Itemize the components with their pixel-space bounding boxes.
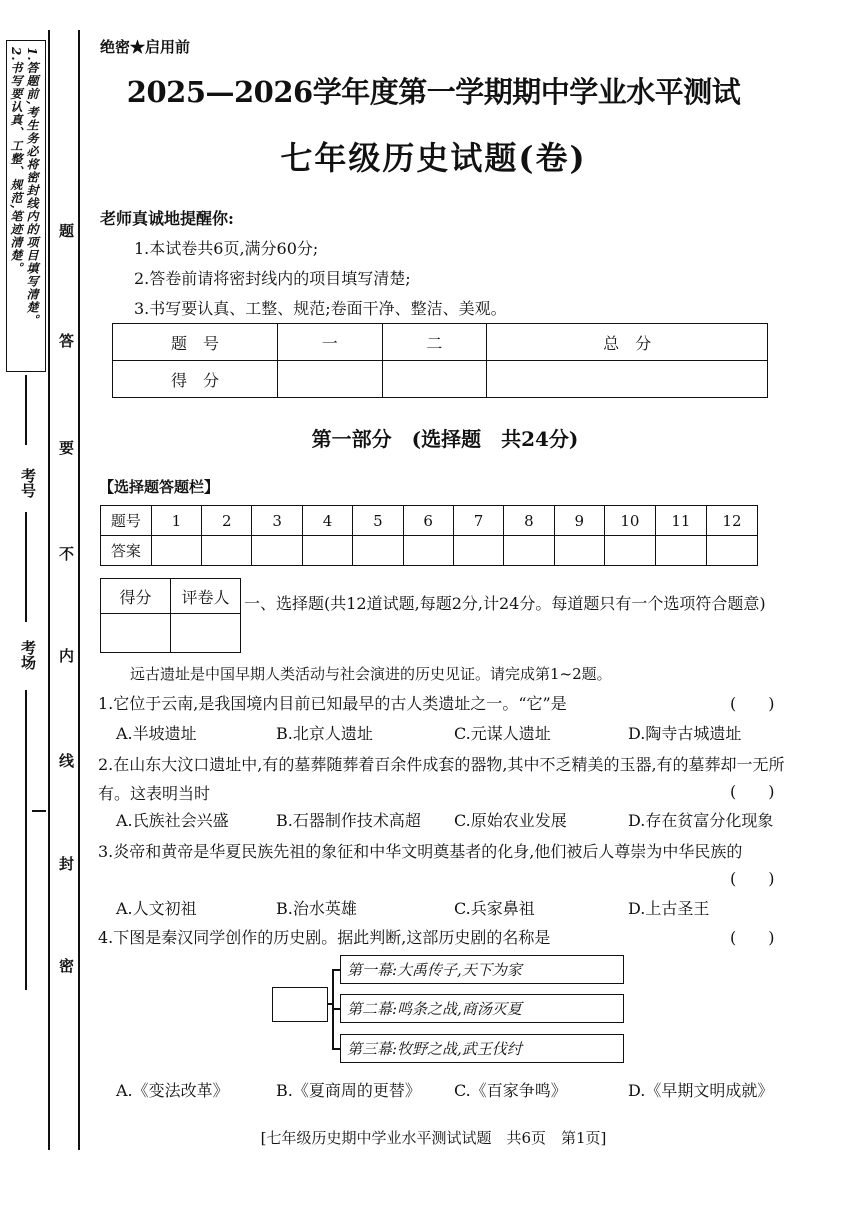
drama-act: 第一幕:大禹传子,天下为家 [340,955,624,984]
answer-input-cell[interactable] [252,536,302,566]
answer-number-cell: 5 [353,506,403,536]
answer-paren[interactable]: ( ) [730,782,775,801]
reminder-item: 3.书写要认真、工整、规范;卷面干净、整洁、美观。 [134,299,507,318]
question-stem: 2.在山东大汶口遗址中,有的墓葬随葬着百余件成套的器物,其中不乏精美的玉器,有的墓葬却一无所有。这表明当时 [98,755,785,803]
seal-char: 封 [59,855,75,873]
exam-number-label: 考号 [19,468,37,498]
score-table-header: 总 分 [487,324,768,361]
option[interactable]: A.人文初祖 [116,899,197,918]
exam-site-label: 考场 [19,640,37,670]
seal-char: 不 [59,545,75,563]
option[interactable]: B.《夏商周的更替》 [276,1081,421,1100]
answer-number-cell: 11 [655,506,706,536]
binding-tick [32,810,46,812]
grader-score-label: 得分 [101,579,171,614]
answer-number-cell: 4 [302,506,352,536]
score-cell[interactable] [487,361,768,398]
answer-table-header: 题号 [101,506,152,536]
answer-number-cell: 7 [453,506,503,536]
binding-line-2 [25,512,27,622]
drama-title-box [272,987,328,1022]
binding-line-3 [25,690,27,990]
answer-paren[interactable]: ( ) [730,928,775,947]
seal-rule-left [48,30,50,1150]
score-table-header: 一 [278,324,383,361]
seal-char: 要 [59,439,75,457]
section-one-heading: 一、选择题(共12道试题,每题2分,计24分。每道题只有一个选项符合题意) [244,594,766,613]
answer-paren[interactable]: ( ) [730,869,775,888]
grader-score-cell[interactable] [101,614,171,653]
answer-bar-label: 【选择题答题栏】 [99,478,220,496]
option[interactable]: C.《百家争鸣》 [454,1081,567,1100]
confidential-mark: 绝密★启用前 [100,38,191,56]
part-one-title: 第一部分 (选择题 共24分) [311,427,579,451]
seal-char: 答 [59,332,75,350]
option[interactable]: C.原始农业发展 [454,811,567,830]
score-cell[interactable] [382,361,487,398]
diagram-connector [332,1008,340,1010]
margin-note-2: 2.书写要认真、工整、规范,笔迹清楚。 [9,47,23,275]
option[interactable]: D.《早期文明成就》 [628,1081,774,1100]
question-stem: 3.炎帝和黄帝是华夏民族先祖的象征和中华文明奠基者的化身,他们被后人尊崇为中华民族的 [98,842,743,861]
question-stem: 1.它位于云南,是我国境内目前已知最早的古人类遗址之一。“它”是 [98,694,567,713]
seal-char: 密 [59,957,75,975]
answer-number-cell: 8 [504,506,554,536]
answer-input-cell[interactable] [302,536,352,566]
option[interactable]: A.半坡遗址 [116,724,197,743]
answer-input-cell[interactable] [403,536,453,566]
option[interactable]: C.兵家鼻祖 [454,899,535,918]
section-intro: 远古遗址是中国早期人类活动与社会演进的历史见证。请完成第1~2题。 [130,665,612,683]
answer-number-cell: 12 [706,506,757,536]
option[interactable]: A.氏族社会兴盛 [116,811,229,830]
answer-number-cell: 10 [604,506,655,536]
option[interactable]: B.石器制作技术高超 [276,811,421,830]
answer-row-label: 答案 [101,536,152,566]
answer-input-cell[interactable] [604,536,655,566]
grader-box [100,578,241,653]
option[interactable]: B.治水英雄 [276,899,357,918]
drama-act: 第二幕:鸣条之战,商汤灭夏 [340,994,624,1023]
grader-name-cell[interactable] [171,614,241,653]
answer-number-cell: 1 [151,506,201,536]
score-row-label: 得 分 [113,361,278,398]
reminder-heading: 老师真诚地提醒你: [100,209,234,228]
page-footer: [七年级历史期中学业水平测试试题 共6页 第1页] [260,1129,607,1147]
answer-number-cell: 2 [202,506,252,536]
seal-char: 题 [59,222,75,240]
reminder-item: 1.本试卷共6页,满分60分; [134,239,319,258]
margin-note-1: 1.答题前,考生务必将密封线内的项目填写清楚。 [25,47,39,327]
grader-name-label: 评卷人 [171,579,241,614]
score-cell[interactable] [278,361,383,398]
answer-number-cell: 6 [403,506,453,536]
answer-table [100,505,758,566]
answer-number-cell: 9 [554,506,604,536]
option[interactable]: D.上古圣王 [628,899,710,918]
exam-title: 2025—2026学年度第一学期期中学业水平测试 [126,75,741,109]
diagram-connector [332,969,340,971]
option[interactable]: A.《变法改革》 [116,1081,229,1100]
seal-rule-right [78,30,80,1150]
drama-act: 第三幕:牧野之战,武王伐纣 [340,1034,624,1063]
answer-input-cell[interactable] [151,536,201,566]
question-stem: 4.下图是秦汉同学创作的历史剧。据此判断,这部历史剧的名称是 [98,928,551,947]
answer-paren[interactable]: ( ) [730,694,775,713]
option[interactable]: B.北京人遗址 [276,724,373,743]
seal-char: 线 [59,752,75,770]
answer-input-cell[interactable] [202,536,252,566]
option[interactable]: C.元谋人遗址 [454,724,551,743]
seal-char: 内 [59,647,75,665]
answer-input-cell[interactable] [453,536,503,566]
option[interactable]: D.存在贫富分化现象 [628,811,774,830]
diagram-connector [332,1048,340,1050]
option[interactable]: D.陶寺古城遗址 [628,724,742,743]
answer-input-cell[interactable] [554,536,604,566]
reminder-item: 2.答卷前请将密封线内的项目填写清楚; [134,269,411,288]
answer-input-cell[interactable] [655,536,706,566]
score-table-header: 题 号 [113,324,278,361]
answer-input-cell[interactable] [504,536,554,566]
answer-input-cell[interactable] [706,536,757,566]
exam-subtitle: 七年级历史试题(卷) [280,139,587,177]
answer-number-cell: 3 [252,506,302,536]
score-table-header: 二 [382,324,487,361]
answer-input-cell[interactable] [353,536,403,566]
score-table [112,323,768,398]
